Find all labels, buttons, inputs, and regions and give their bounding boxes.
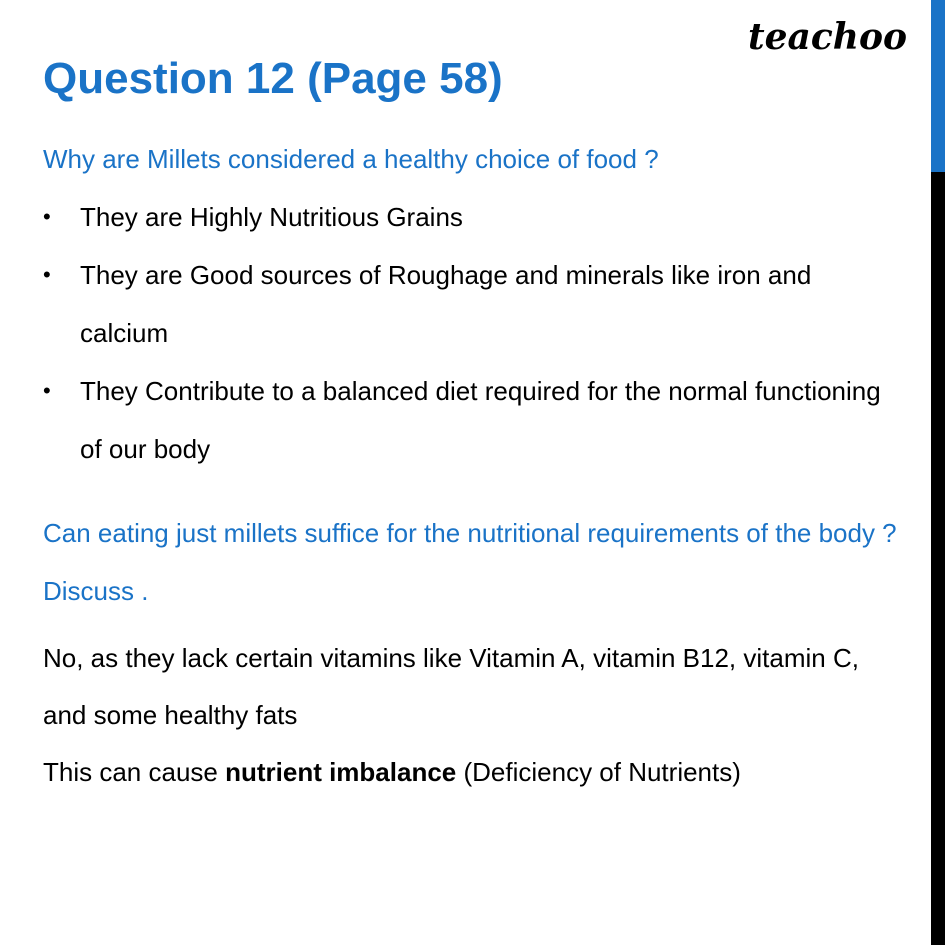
list-item-text: They are Highly Nutritious Grains [80, 202, 463, 232]
bullet-icon: • [43, 204, 51, 229]
scroll-accent-bar [931, 0, 945, 172]
list-item-text: They are Good sources of Roughage and minerals like iron and calcium [80, 260, 812, 348]
answer-bullet-list [43, 188, 903, 478]
list-item [43, 188, 903, 246]
question-2: Can eating just millets suffice for the nutritional requirements of the body ? Discuss . [43, 518, 897, 606]
bullet-icon: • [43, 378, 51, 403]
list-item [43, 246, 903, 362]
list-item-text: They Contribute to a balanced diet required for the normal functioning of our body [80, 376, 881, 464]
question-1: Why are Millets considered a healthy choice of food ? [43, 144, 659, 174]
answer-block [43, 630, 903, 801]
answer-line-2 [43, 744, 903, 801]
bullet-icon: • [43, 262, 51, 287]
list-item [43, 362, 903, 478]
page-title: Question 12 (Page 58) [43, 54, 503, 103]
answer-line-2-suffix: (Deficiency of Nutrients) [456, 757, 741, 787]
answer-bold-term: nutrient imbalance [225, 757, 457, 787]
answer-line-2-prefix: This can cause [43, 757, 226, 787]
answer-line-1: No, as they lack certain vitamins like Vitamin A, vitamin B12, vitamin C, and some healthy fats [43, 643, 859, 730]
teachoo-logo: teachoo [748, 16, 907, 58]
